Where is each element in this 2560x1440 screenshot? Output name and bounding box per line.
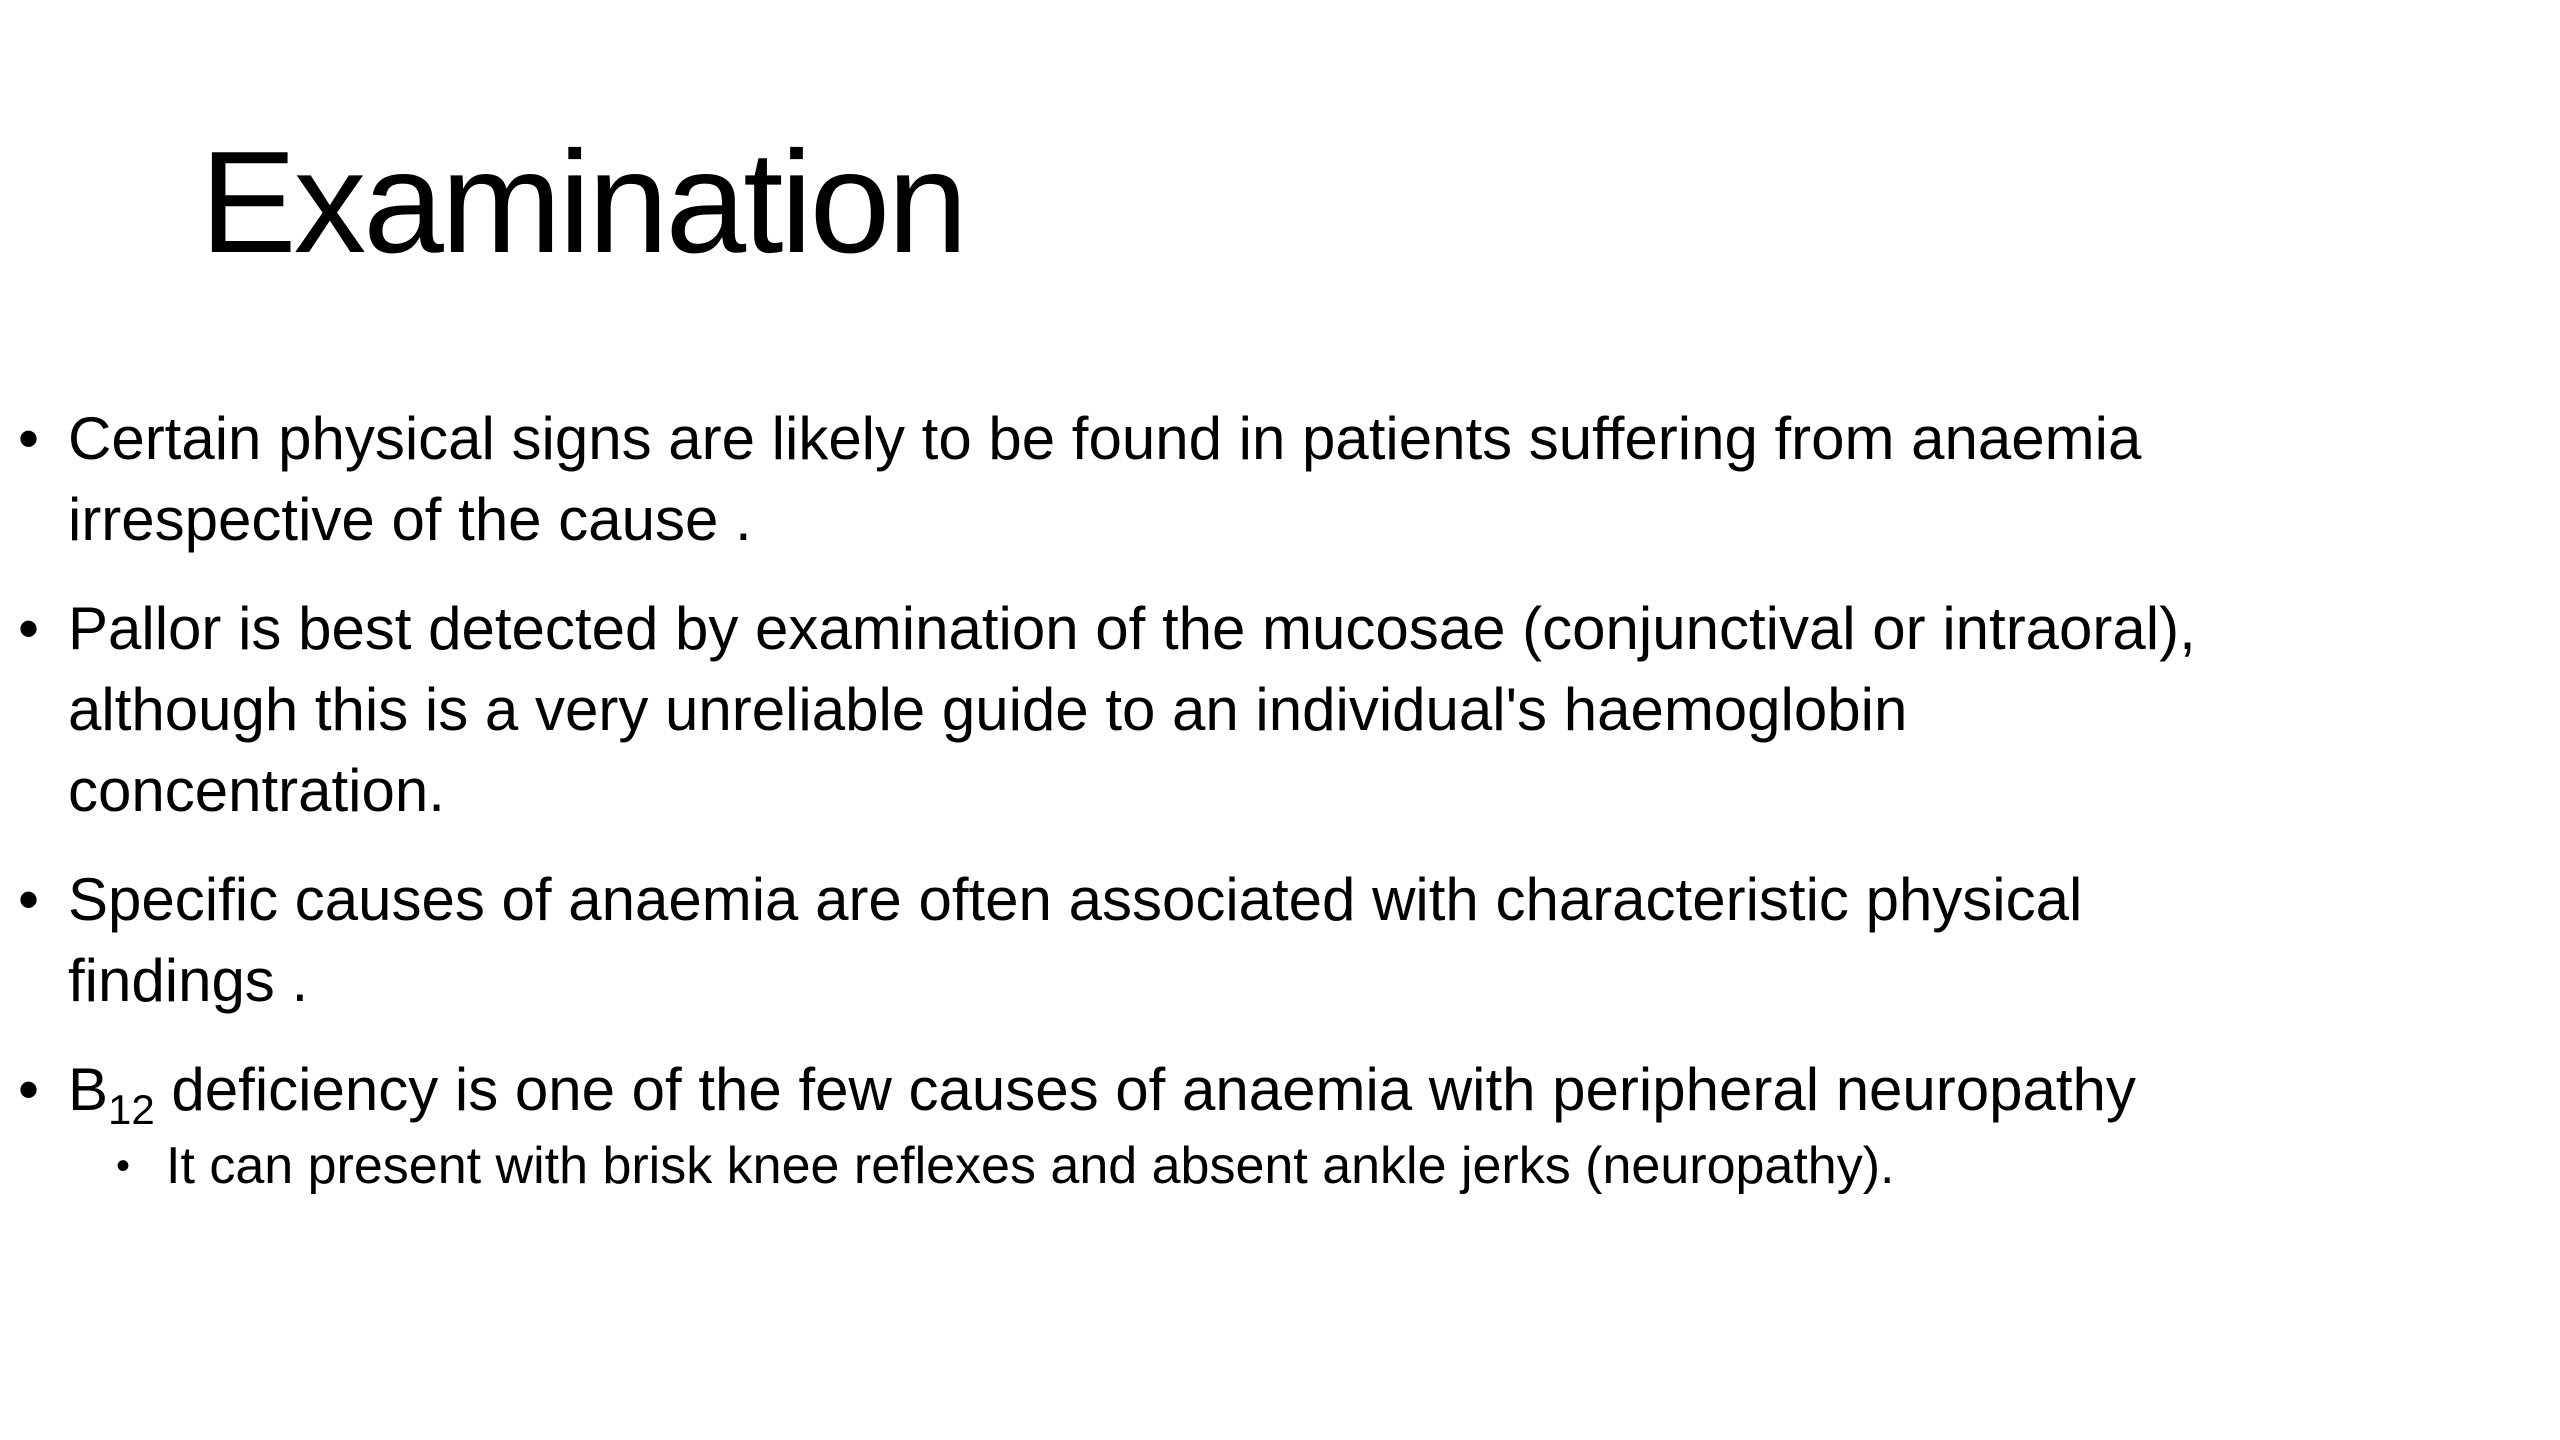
- bullet-line: [68, 1049, 2550, 1133]
- sub-bullet-dot-icon: •: [116, 1144, 131, 1188]
- bullet-dot-icon: •: [18, 1056, 40, 1123]
- bullet-item: [0, 398, 2550, 560]
- bullet-dot-icon: •: [18, 595, 40, 662]
- bullet-line: findings .: [68, 947, 309, 1014]
- sub-bullet-line: It can present with brisk knee reflexes and absent ankle jerks (neuropathy).: [166, 1137, 1895, 1195]
- bullet-item: [0, 1049, 2550, 1202]
- bullet-item: [0, 588, 2550, 831]
- bullet-line-rest: deficiency is one of the few causes of anaemia with peripheral neuropathy: [154, 1056, 2136, 1123]
- bullet-line: irrespective of the cause .: [68, 486, 752, 553]
- vitamin-subscript: 12: [108, 1086, 155, 1133]
- vitamin-letter: B: [68, 1056, 109, 1123]
- bullet-line: Specific causes of anaemia are often associated with characteristic physical: [68, 866, 2083, 933]
- bullet-dot-icon: •: [18, 866, 40, 933]
- bullet-line: concentration.: [68, 757, 445, 824]
- bullet-line: Pallor is best detected by examination of the mucosae (conjunctival or intraoral),: [68, 595, 2196, 662]
- bullet-list: [0, 398, 2550, 1202]
- bullet-line: Certain physical signs are likely to be found in patients suffering from anaemia: [68, 405, 2142, 472]
- bullet-dot-icon: •: [18, 405, 40, 472]
- sub-bullet-list: [68, 1130, 2550, 1202]
- slide-title: Examination: [200, 121, 965, 283]
- bullet-line: although this is a very unreliable guide to an individual's haemoglobin: [68, 676, 1908, 743]
- sub-bullet-item: [0, 1130, 2550, 1202]
- bullet-item: [0, 859, 2550, 1021]
